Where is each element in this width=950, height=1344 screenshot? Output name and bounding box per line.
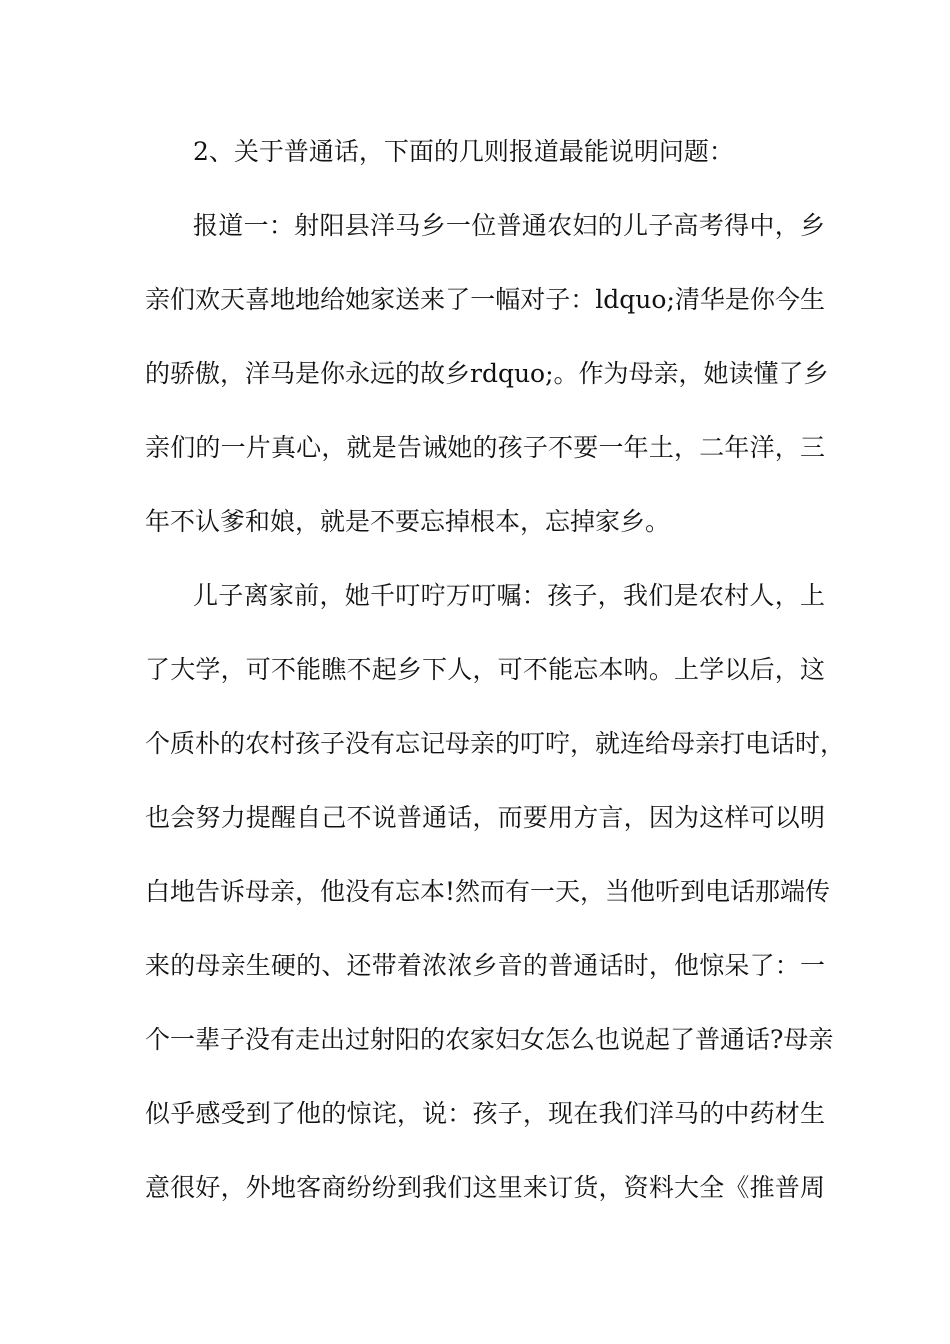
paragraph-line: 2、关于普通话，下面的几则报道最能说明问题： — [193, 137, 734, 166]
paragraph-line: 了大学，可不能瞧不起乡下人，可不能忘本呐。上学以后，这 — [145, 655, 825, 684]
paragraph-line: 儿子离家前，她千叮咛万叮嘱：孩子，我们是农村人，上 — [193, 581, 825, 610]
paragraph-line: 报道一：射阳县洋马乡一位普通农妇的儿子高考得中，乡 — [193, 211, 825, 240]
paragraph-line: 的骄傲，洋马是你永远的故乡rdquo;。作为母亲，她读懂了乡 — [145, 359, 829, 388]
paragraph-line: 年不认爹和娘，就是不要忘掉根本，忘掉家乡。 — [145, 507, 671, 536]
paragraph-line: 意很好，外地客商纷纷到我们这里来订货，资料大全《推普周 — [145, 1173, 825, 1202]
paragraph-line: 似乎感受到了他的惊诧，说：孩子，现在我们洋马的中药材生 — [145, 1099, 825, 1128]
paragraph-line: 亲们的一片真心，就是告诫她的孩子不要一年土，二年洋，三 — [145, 433, 825, 462]
paragraph-line: 个一辈子没有走出过射阳的农家妇女怎么也说起了普通话?母亲 — [145, 1025, 834, 1054]
paragraph-line: 来的母亲生硬的、还带着浓浓乡音的普通话时，他惊呆了：一 — [145, 951, 825, 980]
document-body — [145, 128, 846, 1238]
paragraph-line: 也会努力提醒自己不说普通话，而要用方言，因为这样可以明 — [145, 803, 825, 832]
paragraph-line: 个质朴的农村孩子没有忘记母亲的叮咛，就连给母亲打电话时， — [145, 729, 846, 758]
paragraph-line: 白地告诉母亲，他没有忘本!然而有一天，当他听到电话那端传 — [145, 877, 831, 906]
paragraph-line: 亲们欢天喜地地给她家送来了一幅对子：ldquo;清华是你今生 — [145, 285, 825, 314]
